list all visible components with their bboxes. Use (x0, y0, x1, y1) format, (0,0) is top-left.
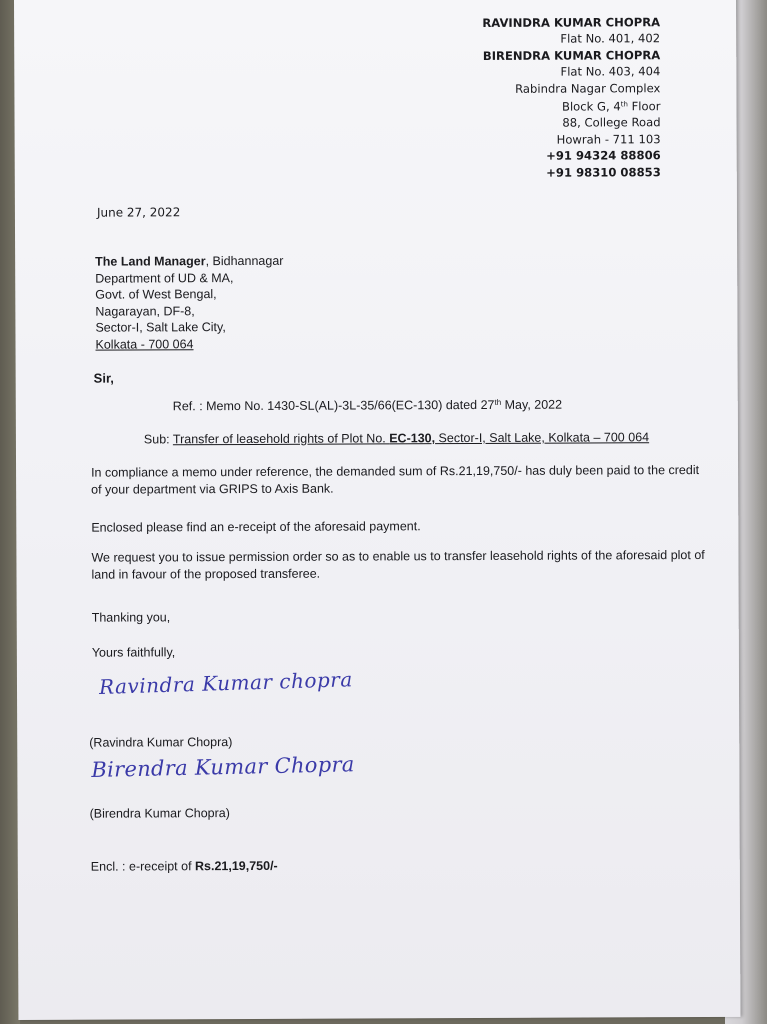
sender-block-sup: th (620, 100, 628, 109)
signature-ravindra: Ravindra Kumar chopra (98, 667, 354, 699)
recipient-line-5: Sector-I, Salt Lake City, (95, 320, 226, 335)
signature-birendra: Birendra Kumar Chopra (91, 752, 355, 782)
body-paragraph-1: In compliance a memo under reference, the demanded sum of Rs.21,19,750/- has duly been paid to the credit of your department via GRIPS to Axis Bank. (91, 463, 700, 497)
enclosure-amount: Rs.21,19,750/- (194, 858, 278, 874)
closing-line: Yours faithfully, (91, 645, 176, 660)
subject-part-2: Sector-I, Salt Lake, Kolkata – 700 064 (435, 430, 650, 446)
sender-address-block (482, 14, 661, 181)
sender-complex: Rabindra Nagar Complex (515, 80, 661, 96)
subject-plot-number: EC-130, (389, 431, 436, 446)
sender-name-1: RAVINDRA KUMAR CHOPRA (482, 15, 661, 30)
reference-sup: th (494, 397, 502, 407)
recipient-title-rest: , Bidhannagar (205, 253, 284, 269)
sender-city: Howrah - 711 103 (556, 132, 661, 147)
subject-underlined (173, 430, 649, 446)
signatory-name-2: (Birendra Kumar Chopra) (89, 806, 230, 821)
signatory-name-1: (Ravindra Kumar Chopra) (89, 735, 233, 750)
subject-prefix: Sub: (143, 432, 173, 447)
recipient-line-2: Department of UD & MA, (95, 270, 234, 286)
sender-block-text: Block G, 4 (561, 99, 621, 114)
sender-road: 88, College Road (562, 115, 661, 131)
recipient-line-4: Nagarayan, DF-8, (95, 303, 195, 319)
letter-sheet (14, 0, 740, 1020)
sender-name-2: BIRENDRA KUMAR CHOPRA (482, 47, 661, 63)
body-paragraph-2: Enclosed please find an e-receipt of the aforesaid payment. (91, 519, 421, 535)
enclosure-line (91, 859, 278, 874)
thanks-line: Thanking you, (91, 610, 171, 625)
recipient-line-6: Kolkata - 700 064 (95, 336, 194, 352)
sender-block (483, 96, 661, 115)
body-paragraph-3: We request you to issue permission order so as to enable us to transfer leasehold rights of the aforesaid plot of land in favour of the proposed transferee. (91, 547, 705, 582)
recipient-address-block (95, 253, 284, 353)
letter-date: June 27, 2022 (96, 205, 181, 220)
sender-phone-2: +91 98310 08853 (546, 164, 661, 180)
sender-block-tail: Floor (627, 99, 661, 114)
sender-flat-2: Flat No. 403, 404 (560, 64, 661, 79)
reference-tail: May, 2022 (501, 397, 563, 412)
recipient-line-3: Govt. of West Bengal, (95, 287, 217, 302)
salutation: Sir, (93, 370, 114, 386)
sender-phone-1: +91 94324 88806 (546, 148, 661, 163)
subject-line (144, 430, 649, 446)
subject-part-1: Transfer of leasehold rights of Plot No. (172, 431, 390, 447)
reference-text: Ref. : Memo No. 1430-SL(AL)-3L-35/66(EC-130) dated 27 (172, 397, 495, 414)
reference-line (173, 398, 562, 414)
enclosure-prefix: Encl. : e-receipt of (90, 859, 196, 874)
recipient-title-bold: The Land Manager (95, 254, 206, 269)
recipient-title (95, 253, 283, 270)
sender-flat-1: Flat No. 401, 402 (560, 31, 661, 47)
